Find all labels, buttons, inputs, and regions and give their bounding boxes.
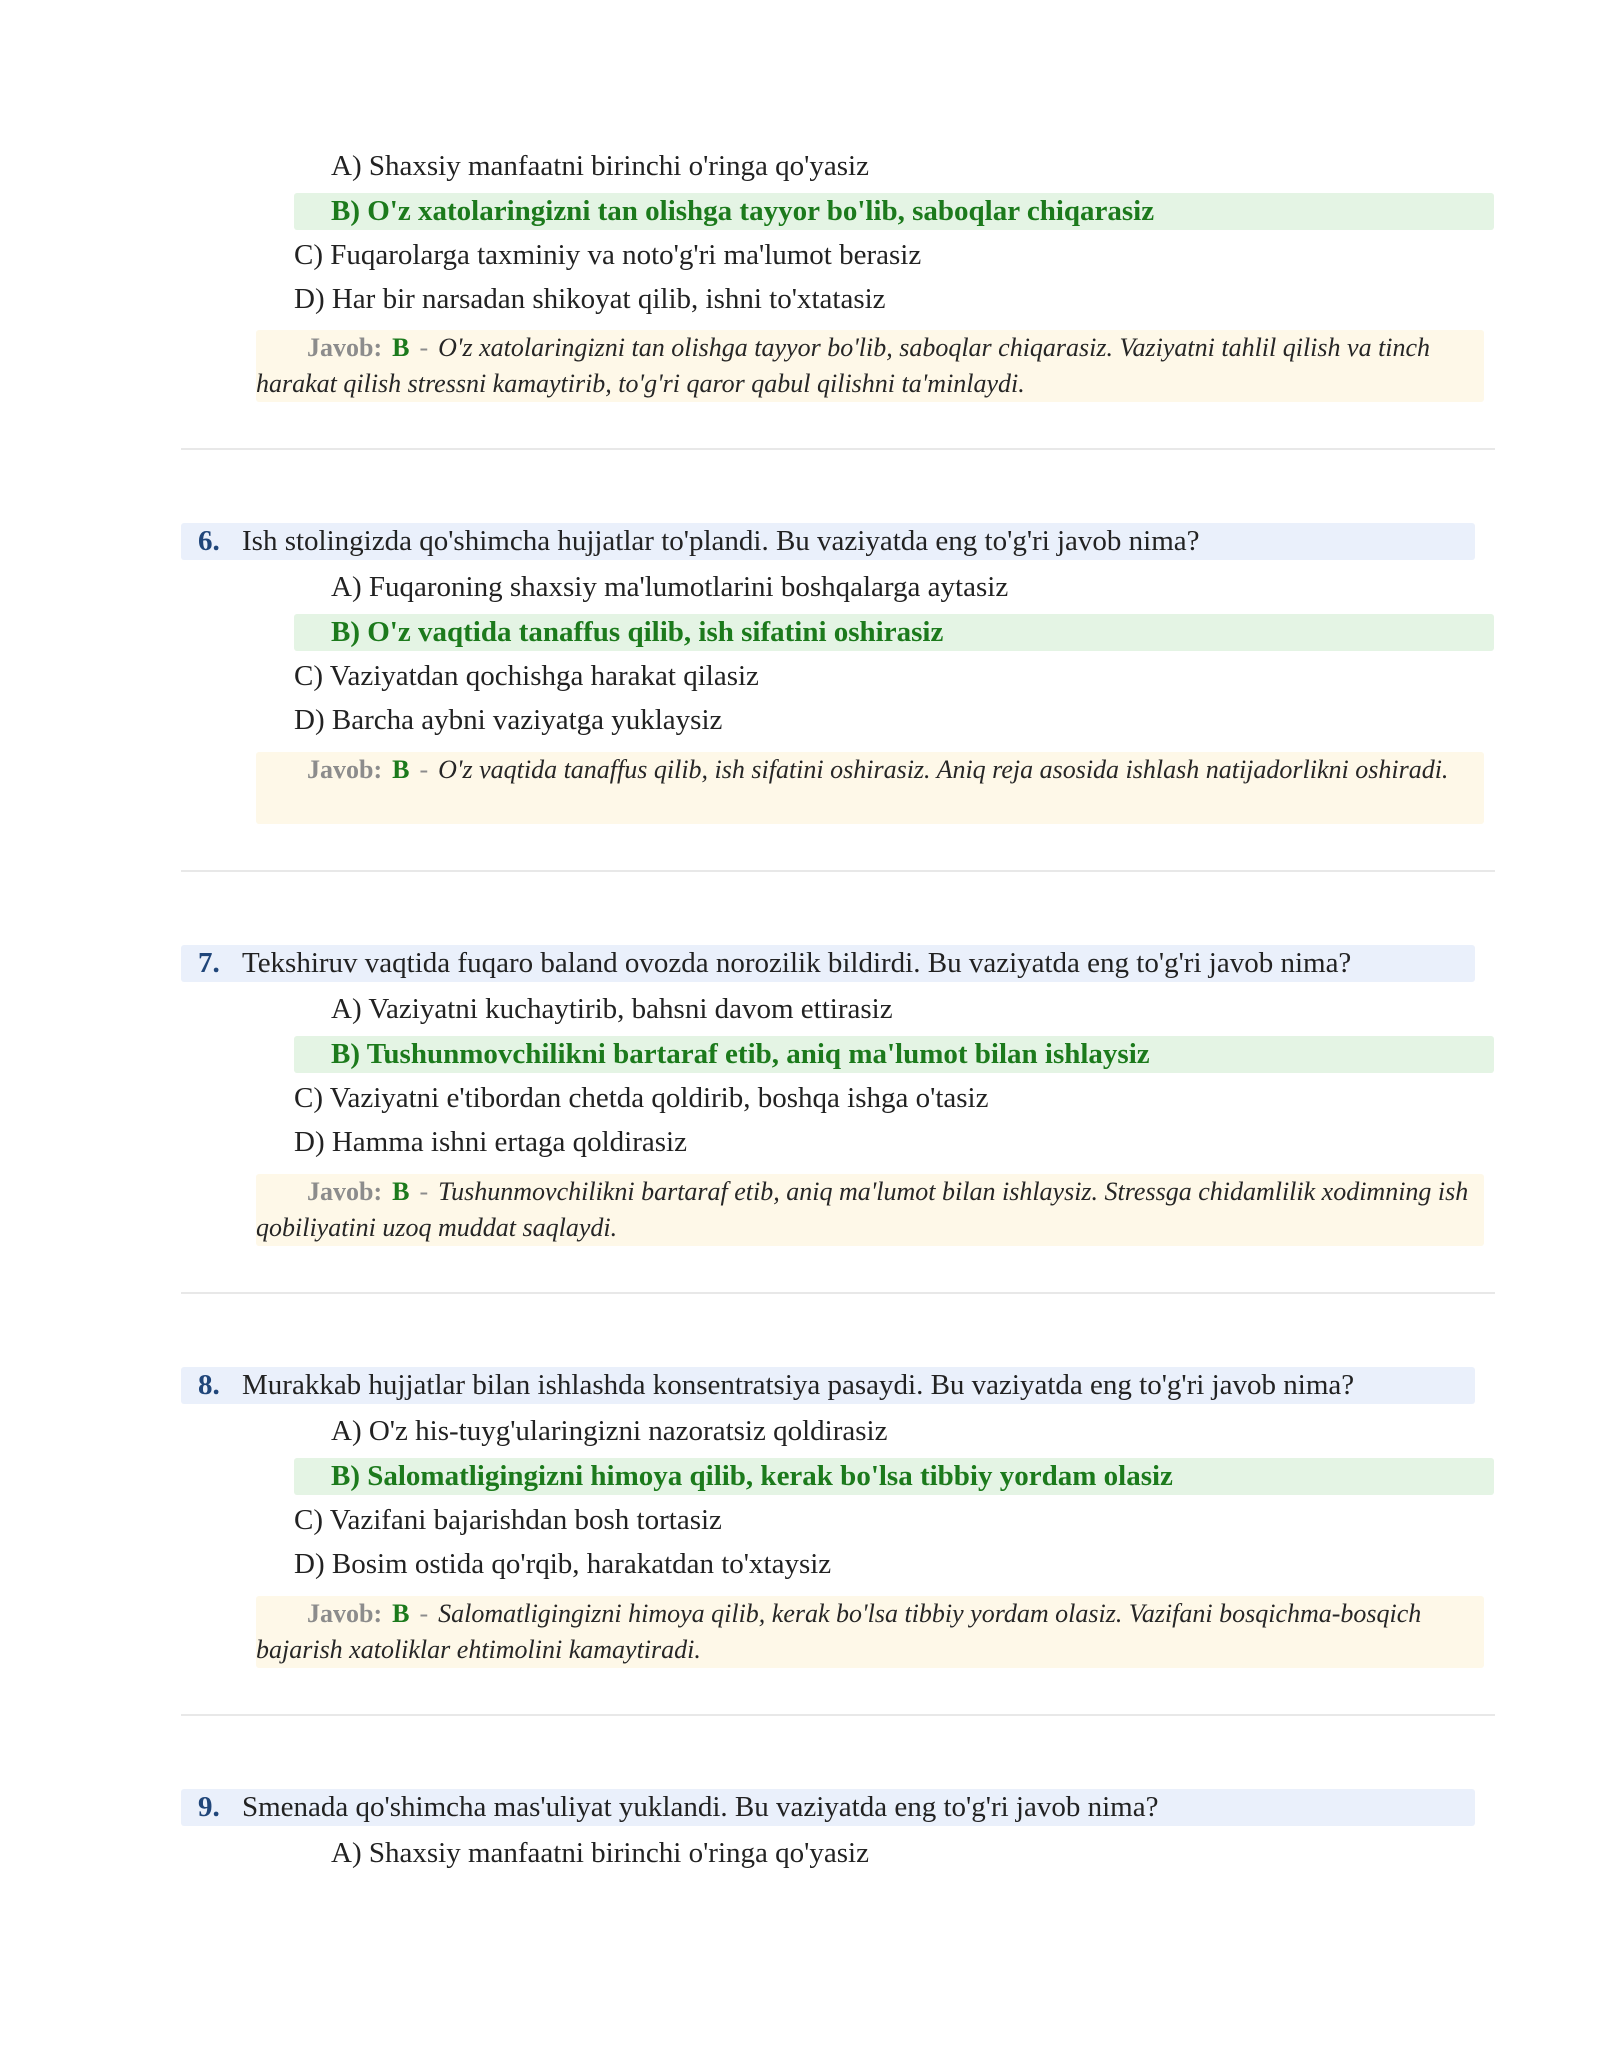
question-9 <box>181 1789 1475 1826</box>
option-a: A) Shaxsiy manfaatni birinchi o'ringa qo'yasiz <box>331 150 869 182</box>
option-d: D) Hamma ishni ertaga qoldirasiz <box>294 1126 687 1158</box>
answer-dash: - <box>419 333 429 362</box>
answer-letter: B <box>392 333 410 362</box>
answer-letter: B <box>392 1177 410 1206</box>
option-d: D) Bosim ostida qo'rqib, harakatdan to'xtaysiz <box>294 1548 832 1580</box>
option-b-correct: B) O'z xatolaringizni tan olishga tayyor bo'lib, saboqlar chiqarasiz <box>294 193 1494 230</box>
answer-text: O'z xatolaringizni tan olishga tayyor bo'lib, saboqlar chiqarasiz. Vaziyatni tahlil qilish va tinch harakat qilish stressni kamaytirib, to'g'ri qaror qabul qilishni ta'minlaydi. <box>256 333 1431 398</box>
question-6 <box>181 523 1475 560</box>
option-a: A) Fuqaroning shaxsiy ma'lumotlarini boshqalarga aytasiz <box>331 571 1009 603</box>
option-b-correct: B) O'z vaqtida tanaffus qilib, ish sifatini oshirasiz <box>294 614 1494 651</box>
question-text: Tekshiruv vaqtida fuqaro baland ovozda norozilik bildirdi. Bu vaziyatda eng to'g'ri javob nima? <box>242 947 1352 979</box>
answer-label: Javob: <box>307 1177 383 1206</box>
answer-text: Tushunmovchilikni bartaraf etib, aniq ma'lumot bilan ishlaysiz. Stressga chidamlilik xodimning ish qobiliyatini uzoq muddat saqlaydi. <box>256 1177 1469 1242</box>
answer-dash: - <box>419 755 429 784</box>
question-text: Smenada qo'shimcha mas'uliyat yuklandi. Bu vaziyatda eng to'g'ri javob nima? <box>242 1791 1159 1823</box>
question-divider <box>181 1292 1495 1294</box>
answer-text: Salomatligingizni himoya qilib, kerak bo'lsa tibbiy yordam olasiz. Vazifani bosqichma-bosqich bajarish xatoliklar ehtimolini kamaytiradi. <box>256 1599 1422 1664</box>
answer-label: Javob: <box>307 333 383 362</box>
question-divider <box>181 870 1495 872</box>
question-number: 7. <box>198 947 220 979</box>
question-number: 6. <box>198 525 220 557</box>
option-a: A) Shaxsiy manfaatni birinchi o'ringa qo'yasiz <box>331 1837 869 1869</box>
answer-text: O'z vaqtida tanaffus qilib, ish sifatini oshirasiz. Aniq reja asosida ishlash natijadorlikni oshiradi. <box>438 755 1449 784</box>
question-7 <box>181 945 1475 982</box>
answer-dash: - <box>419 1177 429 1206</box>
option-d: D) Har bir narsadan shikoyat qilib, ishni to'xtatasiz <box>294 283 886 315</box>
option-c: C) Vazifani bajarishdan bosh tortasiz <box>294 1504 722 1536</box>
question-divider <box>181 448 1495 450</box>
answer-label: Javob: <box>307 1599 383 1628</box>
answer-explanation <box>256 752 1484 824</box>
question-text: Ish stolingizda qo'shimcha hujjatlar to'plandi. Bu vaziyatda eng to'g'ri javob nima? <box>242 525 1200 557</box>
option-a: A) O'z his-tuyg'ularingizni nazoratsiz qoldirasiz <box>331 1415 888 1447</box>
question-divider <box>181 1714 1495 1716</box>
answer-letter: B <box>392 755 410 784</box>
answer-dash: - <box>419 1599 429 1628</box>
question-number: 9. <box>198 1791 220 1823</box>
question-8 <box>181 1367 1475 1404</box>
option-d: D) Barcha aybni vaziyatga yuklaysiz <box>294 704 723 736</box>
option-c: C) Vaziyatni e'tibordan chetda qoldirib, boshqa ishga o'tasiz <box>294 1082 989 1114</box>
question-number: 8. <box>198 1369 220 1401</box>
question-text: Murakkab hujjatlar bilan ishlashda konsentratsiya pasaydi. Bu vaziyatda eng to'g'ri javob nima? <box>242 1369 1355 1401</box>
answer-explanation <box>256 330 1484 402</box>
answer-explanation <box>256 1596 1484 1668</box>
option-c: C) Fuqarolarga taxminiy va noto'g'ri ma'lumot berasiz <box>294 239 922 271</box>
option-b-correct: B) Tushunmovchilikni bartaraf etib, aniq ma'lumot bilan ishlaysiz <box>294 1036 1494 1073</box>
answer-letter: B <box>392 1599 410 1628</box>
option-c: C) Vaziyatdan qochishga harakat qilasiz <box>294 660 759 692</box>
option-a: A) Vaziyatni kuchaytirib, bahsni davom ettirasiz <box>331 993 893 1025</box>
answer-label: Javob: <box>307 755 383 784</box>
answer-explanation <box>256 1174 1484 1246</box>
option-b-correct: B) Salomatligingizni himoya qilib, kerak bo'lsa tibbiy yordam olasiz <box>294 1458 1494 1495</box>
